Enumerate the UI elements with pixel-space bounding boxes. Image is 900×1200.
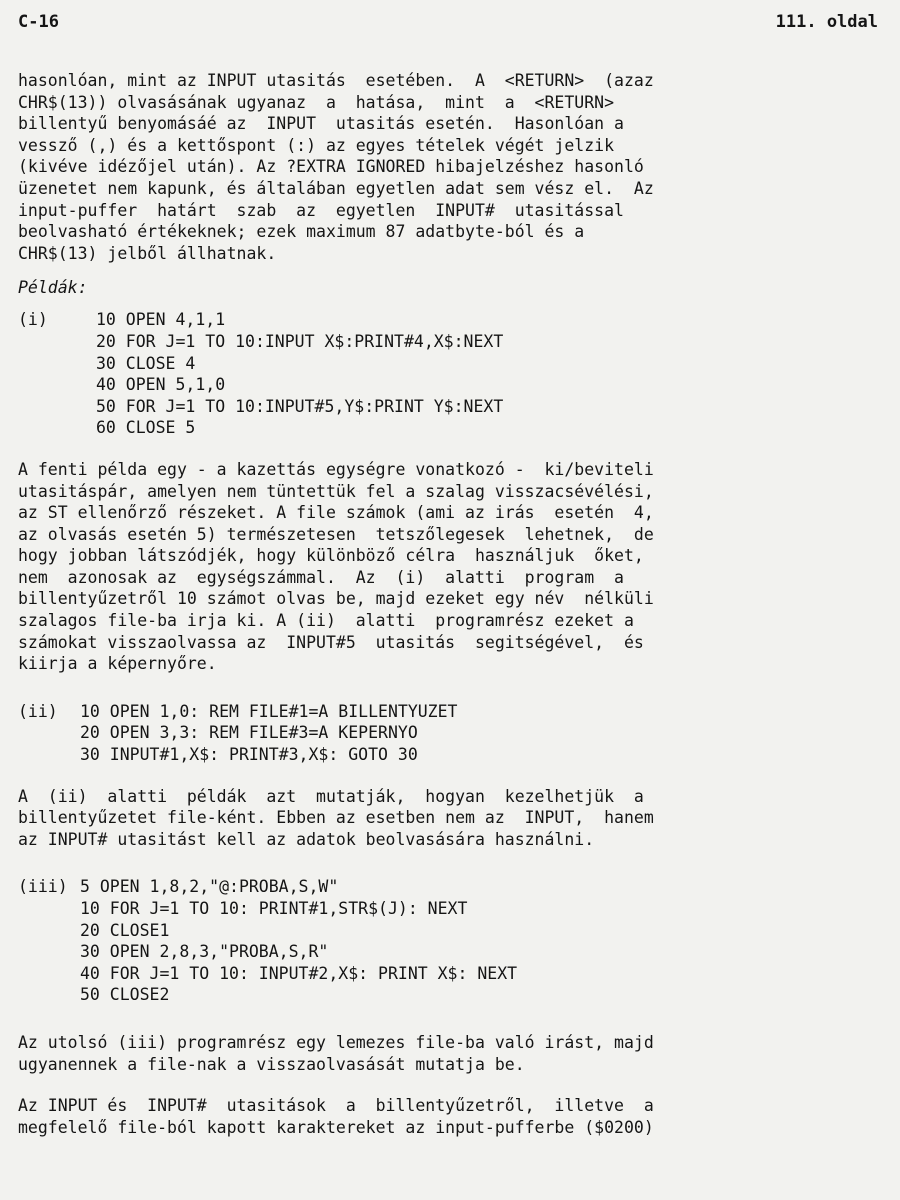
text-line: input-puffer határt szab az egyetlen INPUT# utasitással [18, 200, 624, 220]
code-line: 20 FOR J=1 TO 10:INPUT X$:PRINT#4,X$:NEXT [96, 331, 504, 351]
text-line: billentyű benyomásáé az INPUT utasitás esetén. Hasonlóan a [18, 114, 624, 134]
code-line: 40 OPEN 5,1,0 [96, 375, 226, 395]
page-number: 111. oldal [775, 12, 878, 32]
code-example-2 [18, 701, 878, 766]
text-line: A fenti példa egy - a kazettás egységre vonatkozó - ki/beviteli [18, 459, 654, 479]
paragraph-1 [18, 70, 878, 264]
text-line: számokat visszaolvassa az INPUT#5 utasitás segitségével, és [18, 632, 644, 652]
code-example-3 [18, 876, 878, 1006]
example-label: (i) [18, 310, 48, 330]
text-line: az olvasás esetén 5) természetesen tetszőlegesek lehetnek, de [18, 524, 654, 544]
code-line: 10 OPEN 1,0: REM FILE#1=A BILLENTYUZET [80, 701, 458, 721]
text-line: (kivéve idézőjel után). Az ?EXTRA IGNORED hibajelzéshez hasonló [18, 157, 644, 177]
text-line: CHR$(13) jelből állhatnak. [18, 243, 277, 263]
code-line: 20 CLOSE1 [80, 920, 170, 940]
code-line: 60 CLOSE 5 [96, 418, 196, 438]
text-line: hasonlóan, mint az INPUT utasitás esetében. A <RETURN> (azaz [18, 71, 654, 90]
code-line: 10 OPEN 4,1,1 [96, 310, 226, 330]
example-label: (iii) [18, 877, 68, 897]
text-line: billentyűzetet file-ként. Ebben az esetben nem az INPUT, hanem [18, 808, 654, 828]
code-line: 10 FOR J=1 TO 10: PRINT#1,STR$(J): NEXT [80, 899, 468, 918]
text-line: az ST ellenőrző részeket. A file számok (ami az irás esetén 4, [18, 503, 654, 523]
section-code: C-16 [18, 12, 59, 32]
code-example-1 [18, 309, 878, 439]
text-line: CHR$(13)) olvasásának ugyanaz a hatása, mint a <RETURN> [18, 92, 615, 112]
code-line: 5 OPEN 1,8,2,"@:PROBA,S,W" [80, 877, 339, 897]
text-line: ugyanennek a file-nak a visszaolvasását mutatja be. [18, 1054, 525, 1074]
text-line: Az utolsó (iii) programrész egy lemezes file-ba való irást, majd [18, 1032, 654, 1052]
text-line: beolvasható értékeknek; ezek maximum 87 adatbyte-ból és a [18, 222, 585, 242]
text-line: A (ii) alatti példák azt mutatják, hogyan kezelhetjük a [18, 786, 644, 806]
text-line: szalagos file-ba irja ki. A (ii) alatti programrész ezeket a [18, 611, 634, 631]
paragraph-4 [18, 1032, 878, 1075]
paragraph-5 [18, 1095, 878, 1138]
text-line: hogy jobban látszódjék, hogy különböző célra használjuk őket, [18, 546, 644, 566]
text-line: az INPUT# utasitást kell az adatok beolvasására használni. [18, 829, 595, 849]
code-line: 50 CLOSE2 [80, 985, 170, 1005]
text-line: Az INPUT és INPUT# utasitások a billentyűzetről, illetve a [18, 1096, 654, 1116]
code-line: 30 OPEN 2,8,3,"PROBA,S,R" [80, 942, 329, 962]
text-line: üzenetet nem kapunk, és általában egyetlen adat sem vész el. Az [18, 178, 654, 198]
text-line: vessző (,) és a kettőspont (:) az egyes tételek végét jelzik [18, 135, 615, 155]
code-line: 30 INPUT#1,X$: PRINT#3,X$: GOTO 30 [80, 745, 418, 765]
example-label: (ii) [18, 701, 58, 721]
text-line: kiirja a képernyőre. [18, 654, 217, 674]
text-line: billentyűzetről 10 számot olvas be, majd ezeket egy név nélküli [18, 589, 654, 609]
examples-label: Példák: [18, 278, 88, 298]
paragraph-2 [18, 459, 878, 675]
document-page [18, 8, 878, 1138]
code-line: 20 OPEN 3,3: REM FILE#3=A KEPERNYO [80, 723, 418, 743]
code-line: 50 FOR J=1 TO 10:INPUT#5,Y$:PRINT Y$:NEXT [96, 396, 504, 416]
code-line: 30 CLOSE 4 [96, 353, 196, 373]
text-line: nem azonosak az egységszámmal. Az (i) alatti program a [18, 567, 624, 587]
paragraph-3 [18, 786, 878, 851]
text-line: megfelelő file-ból kapott karaktereket az input-pufferbe ($0200) [18, 1117, 654, 1137]
code-line: 40 FOR J=1 TO 10: INPUT#2,X$: PRINT X$: NEXT [80, 963, 518, 983]
text-line: utasitáspár, amelyen nem tüntettük fel a szalag visszacsévélési, [18, 481, 654, 501]
page-header [18, 8, 878, 38]
